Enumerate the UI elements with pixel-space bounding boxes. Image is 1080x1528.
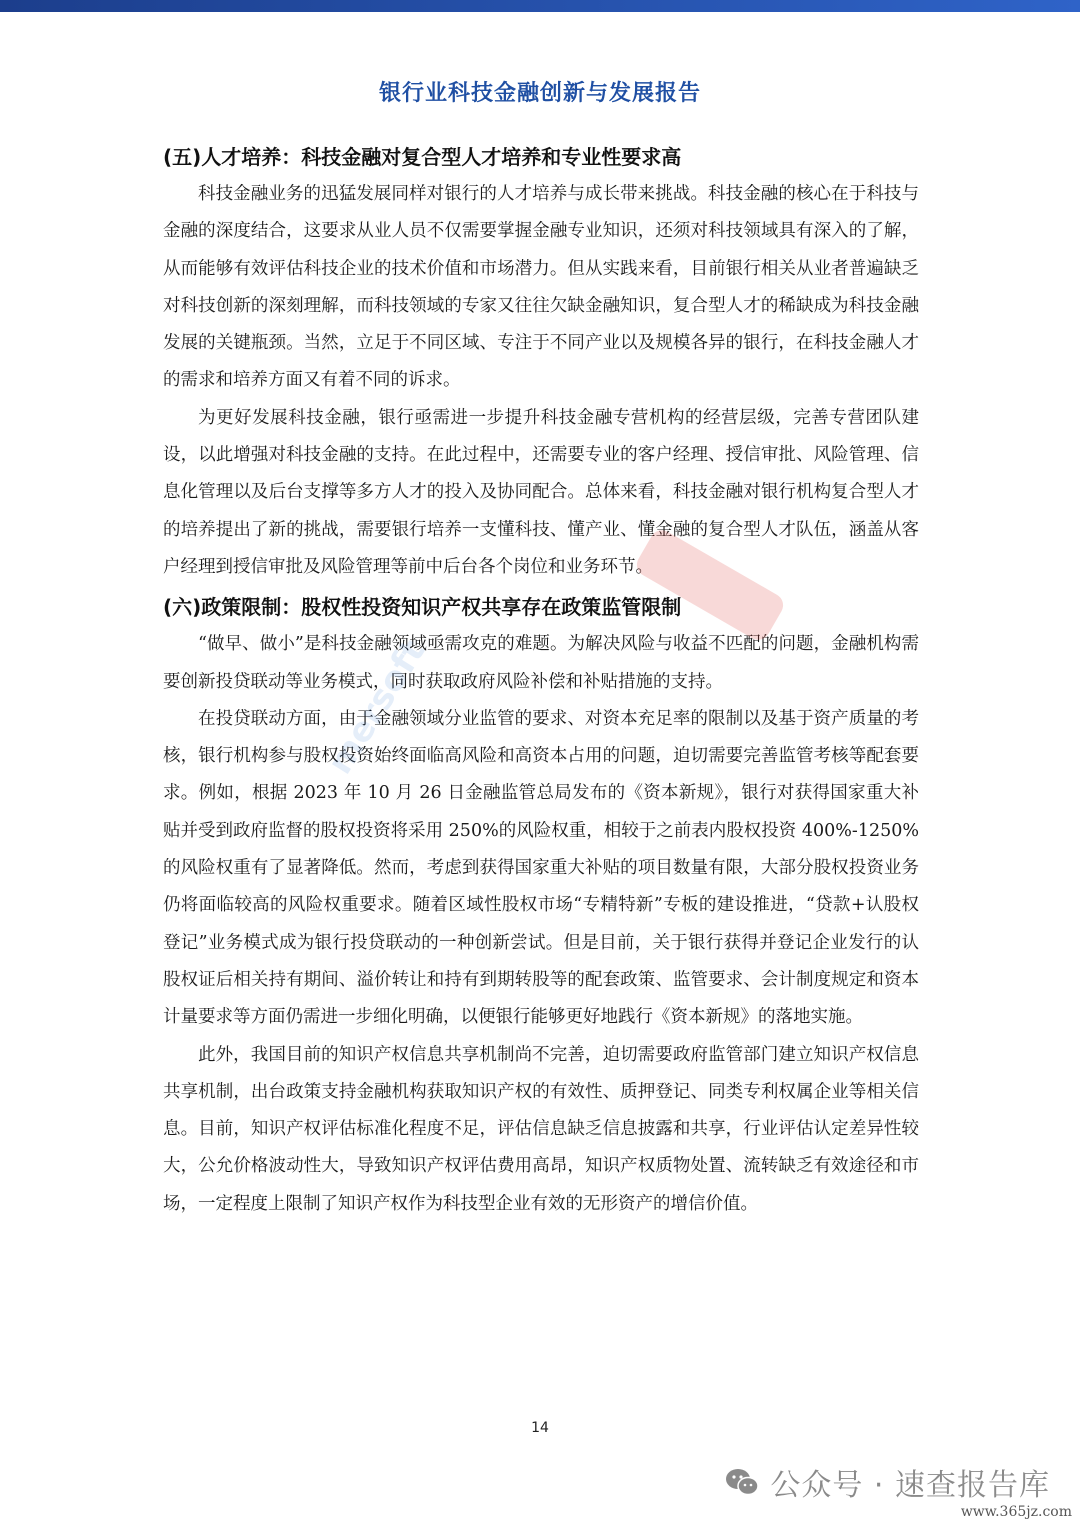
page-content [163, 138, 919, 1223]
site-url: www.365jz.com [960, 1504, 1072, 1520]
section-5-paragraph-1: 科技金融业务的迅猛发展同样对银行的人才培养与成长带来挑战。科技金融的核心在于科技与金融的深度结合，这要求从业人员不仅需要掌握金融专业知识，还须对科技领域具有深入的了解，从而能够有效评估科技企业的技术价值和市场潜力。但从实践来看，目前银行相关从业者普遍缺乏对科技创新的深刻理解，而科技领域的专家又往往欠缺金融知识，复合型人才的稀缺成为科技金融发展的关键瓶颈。当然，立足于不同区域、专注于不同产业以及规模各异的银行，在科技金融人才的需求和培养方面又有着不同的诉求。 [163, 184, 919, 391]
page-number: 14 [531, 1420, 549, 1436]
section-5-heading: (五)人才培养：科技金融对复合型人才培养和专业性要求高 [163, 145, 682, 169]
wechat-icon [724, 1467, 760, 1497]
section-6-paragraph-2: 在投贷联动方面，由于金融领域分业监管的要求、对资本充足率的限制以及基于资产质量的考核，银行机构参与股权投资始终面临高风险和高资本占用的问题，迫切需要完善监管考核等配套要求。例如，根据 2023 年 10 月 26 日金融监管总局发布的《资本新规》，银行对获得国家重大补贴并受到政府监督的股权投资将采用 250%的风险权重，相较于之前表内股权投资 400%-1250%的风险权重有了显著降低。然而，考虑到获得国家重大补贴的项目数量有限，大部分股权投资业务仍将面临较高的风险权重要求。随着区域性股权市场“专精特新”专板的建设推进，“贷款+认股权登记”业务模式成为银行投贷联动的一种创新尝试。但是目前，关于银行获得并登记企业发行的认股权证后相关持有期间、溢价转让和持有到期转股等的配套政策、监管要求、会计制度规定和资本计量要求等方面仍需进一步细化明确，以便银行能够更好地践行《资本新规》的落地实施。 [163, 708, 919, 1028]
section-6-paragraph-1: “做早、做小”是科技金融领域亟需攻克的难题。为解决风险与收益不匹配的问题，金融机构需要创新投贷联动等业务模式，同时获取政府风险补偿和补贴措施的支持。 [163, 634, 919, 692]
footer-source [724, 1460, 1050, 1504]
report-title: 银行业科技金融创新与发展报告 [378, 81, 701, 106]
section-6-paragraph-3: 此外，我国目前的知识产权信息共享机制尚不完善，迫切需要政府监管部门建立知识产权信息共享机制，出台政策支持金融机构获取知识产权的有效性、质押登记、同类专利权属企业等相关信息。目前，知识产权评估标准化程度不足，评估信息缺乏信息披露和共享，行业评估认定差异性较大，公允价格波动性大，导致知识产权评估费用高昂，知识产权质物处置、流转缺乏有效途径和市场，一定程度上限制了知识产权作为科技型企业有效的无形资产的增信价值。 [163, 1044, 919, 1214]
top-header-bar [0, 0, 1080, 12]
section-6-heading: (六)政策限制：股权性投资知识产权共享存在政策监管限制 [163, 595, 682, 620]
section-5-paragraph-2: 为更好发展科技金融，银行亟需进一步提升科技金融专营机构的经营层级，完善专营团队建设，以此增强对科技金融的支持。在此过程中，还需要专业的客户经理、授信审批、风险管理、信息化管理以及后台支撑等多方人才的投入及协同配合。总体来看，科技金融对银行机构复合型人才的培养提出了新的挑战，需要银行培养一支懂科技、懂产业、懂金融的复合型人才队伍，涵盖从客户经理到授信审批及风险管理等前中后台各个岗位和业务环节。 [163, 407, 919, 577]
footer-label: 公众号 · 速查报告库 [770, 1468, 1050, 1503]
watermark-text: mersoft [320, 632, 434, 782]
